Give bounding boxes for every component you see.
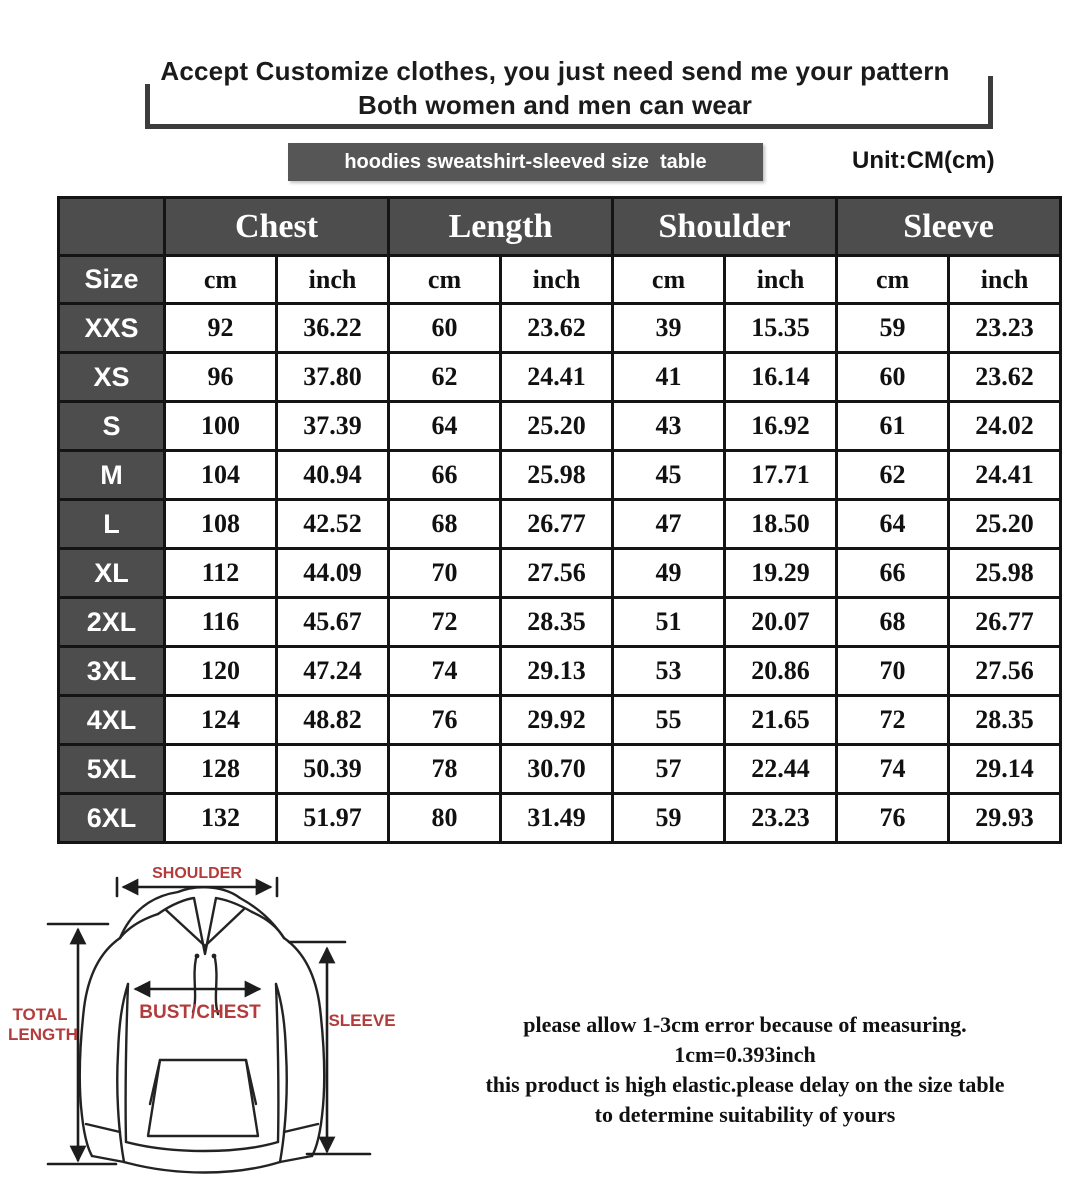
measurement-value: 68 [389, 500, 501, 549]
measurement-value: 24.41 [949, 451, 1061, 500]
measurement-value: 18.50 [725, 500, 837, 549]
measurement-value: 70 [837, 647, 949, 696]
measurement-value: 27.56 [949, 647, 1061, 696]
measurement-value: 16.92 [725, 402, 837, 451]
table-row [59, 402, 1061, 451]
notes-block [413, 1010, 1077, 1130]
table-row [59, 745, 1061, 794]
measurement-value: 23.62 [501, 304, 613, 353]
group-header-chest: Chest [165, 198, 389, 256]
measurement-value: 62 [389, 353, 501, 402]
measurement-value: 39 [613, 304, 725, 353]
table-row [59, 598, 1061, 647]
measurement-value: 28.35 [949, 696, 1061, 745]
table-row [59, 304, 1061, 353]
measurement-value: 29.92 [501, 696, 613, 745]
size-column-header: Size [59, 256, 165, 304]
measurement-value: 64 [389, 402, 501, 451]
measurement-value: 108 [165, 500, 277, 549]
measurement-value: 29.93 [949, 794, 1061, 843]
measurement-value: 66 [837, 549, 949, 598]
measurement-value: 112 [165, 549, 277, 598]
unit-label: Unit:CM(cm) [852, 147, 995, 174]
size-label: L [59, 500, 165, 549]
measurement-value: 50.39 [277, 745, 389, 794]
measurement-value: 20.07 [725, 598, 837, 647]
unit-header: cm [613, 256, 725, 304]
measurement-value: 74 [389, 647, 501, 696]
unit-header: cm [837, 256, 949, 304]
measurement-value: 25.98 [949, 549, 1061, 598]
measurement-value: 16.14 [725, 353, 837, 402]
note-line: please allow 1-3cm error because of measuring. [523, 1012, 967, 1037]
measurement-value: 37.39 [277, 402, 389, 451]
measurement-value: 30.70 [501, 745, 613, 794]
table-row [59, 549, 1061, 598]
size-label: S [59, 402, 165, 451]
hoodie-measurement-diagram [0, 858, 420, 1190]
measurement-value: 116 [165, 598, 277, 647]
measurement-value: 40.94 [277, 451, 389, 500]
measurement-value: 25.20 [949, 500, 1061, 549]
table-title-banner: hoodies sweatshirt-sleeved size table [288, 143, 763, 181]
size-label: 3XL [59, 647, 165, 696]
measurement-value: 42.52 [277, 500, 389, 549]
measurement-value: 21.65 [725, 696, 837, 745]
total-length-label-line1: TOTAL [12, 1005, 68, 1024]
table-row [59, 794, 1061, 843]
measurement-value: 22.44 [725, 745, 837, 794]
measurement-value: 60 [837, 353, 949, 402]
table-unit-header-row [59, 256, 1061, 304]
measurement-value: 68 [837, 598, 949, 647]
total-length-label-line2: LENGTH [8, 1025, 78, 1044]
measurement-value: 72 [389, 598, 501, 647]
size-label: XS [59, 353, 165, 402]
size-label: 2XL [59, 598, 165, 647]
unit-header: cm [165, 256, 277, 304]
header-line-1: Accept Customize clothes, you just need send me your pattern [160, 56, 950, 86]
size-table-wrapper [57, 196, 1062, 844]
hoodie-drawing [80, 887, 324, 1172]
measurement-value: 48.82 [277, 696, 389, 745]
measurement-value: 70 [389, 549, 501, 598]
measurement-value: 51 [613, 598, 725, 647]
measurement-value: 31.49 [501, 794, 613, 843]
group-header-length: Length [389, 198, 613, 256]
table-group-header-row [59, 198, 1061, 256]
measurement-value: 128 [165, 745, 277, 794]
measurement-value: 29.13 [501, 647, 613, 696]
measurement-value: 37.80 [277, 353, 389, 402]
measurement-value: 61 [837, 402, 949, 451]
measurement-value: 72 [837, 696, 949, 745]
measurement-value: 59 [837, 304, 949, 353]
group-header-sleeve: Sleeve [837, 198, 1061, 256]
header-line-2: Both women and men can wear [357, 90, 753, 120]
measurement-value: 25.98 [501, 451, 613, 500]
measurement-value: 25.20 [501, 402, 613, 451]
measurement-value: 59 [613, 794, 725, 843]
measurement-value: 45.67 [277, 598, 389, 647]
measurement-value: 45 [613, 451, 725, 500]
measurement-value: 104 [165, 451, 277, 500]
measurement-value: 24.41 [501, 353, 613, 402]
measurement-value: 124 [165, 696, 277, 745]
table-row [59, 696, 1061, 745]
shoulder-measure-label: SHOULDER [152, 865, 242, 882]
measurement-value: 74 [837, 745, 949, 794]
measurement-value: 36.22 [277, 304, 389, 353]
size-label: XXS [59, 304, 165, 353]
measurement-value: 28.35 [501, 598, 613, 647]
measurement-value: 29.14 [949, 745, 1061, 794]
note-line: to determine suitability of yours [594, 1102, 896, 1127]
measurement-value: 51.97 [277, 794, 389, 843]
measurement-value: 76 [389, 696, 501, 745]
size-label: 5XL [59, 745, 165, 794]
measurement-value: 47 [613, 500, 725, 549]
measurement-value: 66 [389, 451, 501, 500]
measurement-value: 23.62 [949, 353, 1061, 402]
measurement-value: 41 [613, 353, 725, 402]
table-row [59, 647, 1061, 696]
table-row [59, 451, 1061, 500]
note-line: this product is high elastic.please delay on the size table [485, 1072, 1005, 1097]
size-table [57, 196, 1062, 844]
group-header-shoulder: Shoulder [613, 198, 837, 256]
measurement-value: 47.24 [277, 647, 389, 696]
bust-chest-measure-label: BUST/CHEST [139, 1002, 261, 1023]
measurement-value: 44.09 [277, 549, 389, 598]
measurement-value: 15.35 [725, 304, 837, 353]
unit-header: inch [725, 256, 837, 304]
note-line: 1cm=0.393inch [674, 1042, 816, 1067]
size-label: 6XL [59, 794, 165, 843]
measurement-value: 132 [165, 794, 277, 843]
measurement-value: 62 [837, 451, 949, 500]
measurement-value: 49 [613, 549, 725, 598]
size-label: XL [59, 549, 165, 598]
measurement-value: 64 [837, 500, 949, 549]
size-label: 4XL [59, 696, 165, 745]
unit-header: inch [501, 256, 613, 304]
measurement-value: 43 [613, 402, 725, 451]
measurement-value: 26.77 [501, 500, 613, 549]
table-row [59, 353, 1061, 402]
measurement-value: 26.77 [949, 598, 1061, 647]
measurement-value: 100 [165, 402, 277, 451]
sleeve-measure-label: SLEEVE [328, 1011, 396, 1030]
measurement-value: 76 [837, 794, 949, 843]
unit-header: cm [389, 256, 501, 304]
measurement-value: 57 [613, 745, 725, 794]
size-table-body [59, 304, 1061, 843]
measurement-value: 20.86 [725, 647, 837, 696]
measurement-value: 80 [389, 794, 501, 843]
measurement-value: 96 [165, 353, 277, 402]
measurement-value: 17.71 [725, 451, 837, 500]
unit-header: inch [949, 256, 1061, 304]
table-row [59, 500, 1061, 549]
measurement-value: 27.56 [501, 549, 613, 598]
measurement-value: 92 [165, 304, 277, 353]
measurement-value: 23.23 [725, 794, 837, 843]
size-label: M [59, 451, 165, 500]
measurement-value: 55 [613, 696, 725, 745]
measurement-value: 53 [613, 647, 725, 696]
measurement-value: 78 [389, 745, 501, 794]
measurement-value: 19.29 [725, 549, 837, 598]
measurement-value: 60 [389, 304, 501, 353]
unit-header: inch [277, 256, 389, 304]
measurement-value: 120 [165, 647, 277, 696]
measurement-value: 24.02 [949, 402, 1061, 451]
corner-cell [59, 198, 165, 256]
measurement-value: 23.23 [949, 304, 1061, 353]
